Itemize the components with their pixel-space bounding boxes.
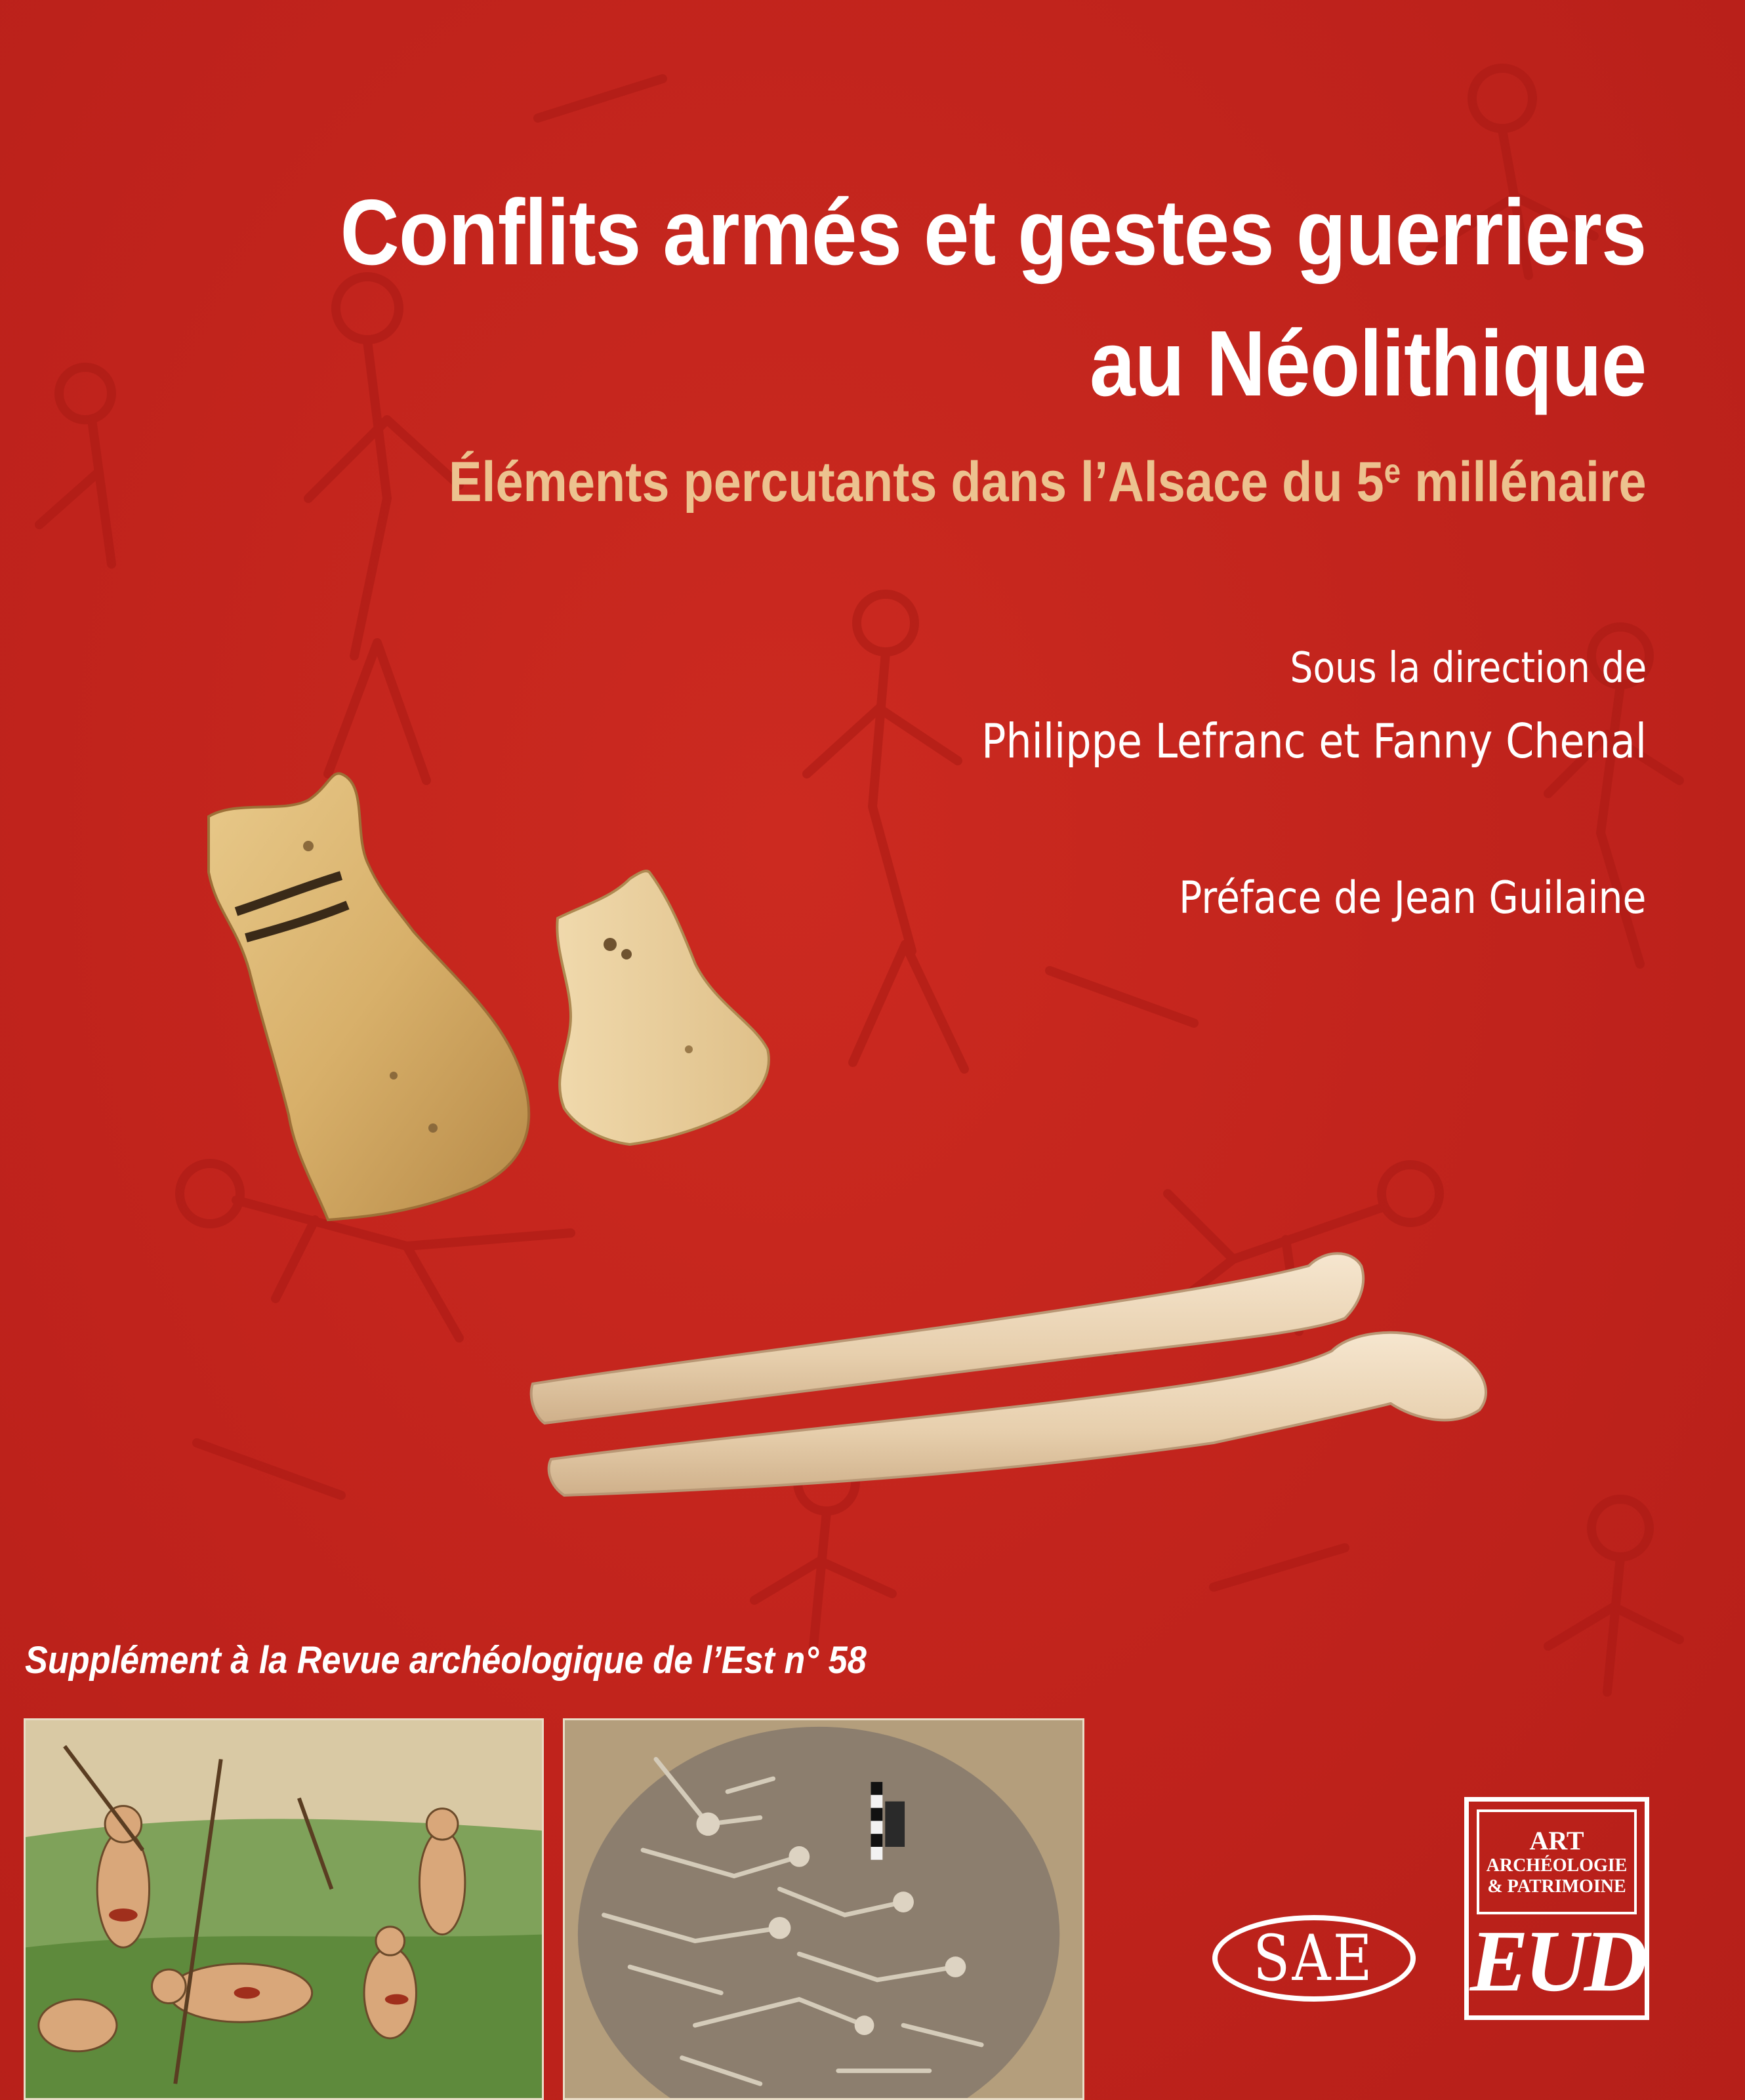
subtitle-text-end: millénaire — [1401, 451, 1647, 514]
eud-logo-line-2: ARCHÉOLOGIE — [1486, 1855, 1628, 1876]
excavation-pit-photo — [563, 1718, 1084, 2100]
editors-names: Philippe Lefranc et Fanny Chenal — [981, 714, 1647, 769]
bone-fragment-left — [209, 773, 529, 1220]
direction-label: Sous la direction de — [1290, 644, 1647, 693]
eud-logo-line-1: ART — [1529, 1826, 1584, 1855]
bone-fragment-right — [557, 871, 769, 1144]
title-line-1: Conflits armés et gestes guerriers — [340, 180, 1647, 285]
title-line-2: au Néolithique — [1090, 312, 1647, 416]
eud-logo — [1464, 1797, 1649, 2020]
subtitle-text: Éléments percutants dans l’Alsace du 5 — [449, 451, 1385, 514]
battle-scene-illustration — [24, 1718, 544, 2100]
eud-logo-line-3: & PATRIMOINE — [1487, 1876, 1626, 1897]
long-bones — [531, 1253, 1486, 1495]
sae-logo-text: SAE — [1253, 1922, 1375, 1995]
preface-credit: Préface de Jean Guilaine — [1179, 872, 1647, 924]
sae-logo — [1212, 1915, 1416, 2002]
eud-logo-mark: EUD — [1469, 1912, 1644, 2009]
subtitle-superscript: e — [1384, 453, 1401, 491]
eud-logo-series-box — [1477, 1809, 1637, 1914]
series-line: Supplément à la Revue archéologique de l’Est n° 58 — [25, 1639, 867, 1682]
